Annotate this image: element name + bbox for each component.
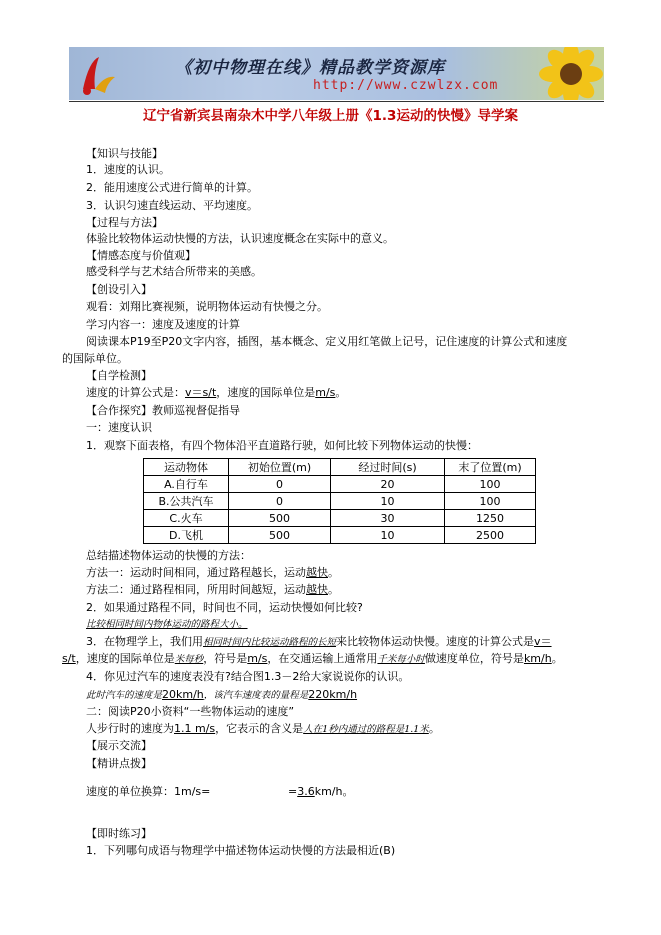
heading-show: 【展示交流】 [86, 739, 152, 752]
table-cell: 100 [445, 476, 536, 493]
summary-text: 总结描述物体运动的快慢的方法： [86, 549, 251, 562]
method-1-text: 方法一：运动时间相同，通过路程越长，运动 [86, 566, 306, 579]
table-header: 运动物体 [144, 459, 229, 476]
heading-lecture: 【精讲点拨】 [86, 757, 152, 770]
cooperate-rest: 教师巡视督促指导 [152, 404, 240, 417]
site-logo-icon [75, 53, 119, 97]
q4-answer-text-1: 此时汽车的速度是 [86, 690, 163, 701]
section-2-line [86, 722, 440, 737]
s2-text-2: ，它表示的含义是 [215, 722, 304, 735]
section-1-title: 一：速度认识 [86, 421, 152, 434]
table-header: 经过时间(s) [331, 459, 445, 476]
self-check-prefix: 速度的计算公式是： [86, 386, 185, 399]
conversion-eq: = [288, 785, 298, 798]
study-read-line-2: 的国际单位。 [62, 352, 128, 365]
conversion-result [288, 785, 353, 799]
speed-table [143, 458, 536, 544]
q3-answer-1: 相同时间内比较运动路程的长短 [203, 637, 337, 648]
speed-formula-answer: v＝s/t [185, 386, 217, 399]
q3-answer-7: km/h [523, 652, 552, 665]
method-1 [86, 566, 339, 580]
process-text: 体验比较物体运动快慢的方法，认识速度概念在实际中的意义。 [86, 232, 394, 245]
heading-process: 【过程与方法】 [86, 216, 163, 229]
q3-answer-6: 千米每小时 [377, 654, 425, 665]
table-header: 初始位置(m) [229, 459, 331, 476]
method-2-end: 。 [328, 583, 339, 596]
q4-answer-range: 220km/h [308, 688, 358, 701]
walking-speed-meaning: 人在1秒内通过的路程是1.1米 [303, 724, 429, 735]
conversion-answer: 3.6 [297, 785, 315, 798]
heading-knowledge: 【知识与技能】 [86, 147, 163, 160]
walking-speed-answer: 1.1 m/s [174, 722, 216, 735]
conversion-unit: km/h。 [314, 785, 354, 798]
q3-text-2: 来比较物体运动快慢。速度的计算公式是 [336, 635, 535, 648]
study-content: 学习内容一：速度及速度的计算 [86, 318, 240, 331]
q3-text-4: ，符号是 [203, 652, 248, 665]
table-row [144, 527, 536, 544]
table-header-row [144, 459, 536, 476]
study-read-line-1: 阅读课本P19至P20文字内容，插图，基本概念、定义用红笔做上记号，记住速度的计算公式和速度 [86, 335, 568, 348]
conversion-lhs: 1m/s= [174, 785, 211, 798]
q3-answer-3: s/t [62, 652, 76, 665]
table-cell: D.飞机 [144, 527, 229, 544]
cooperate-line [86, 404, 240, 418]
table-row [144, 476, 536, 493]
table-cell: 2500 [445, 527, 536, 544]
q3-text-6: 做速度单位，符号是 [424, 652, 524, 665]
header-rule [69, 101, 604, 102]
self-check-suffix: 。 [335, 386, 347, 399]
heading-practice: 【即时练习】 [86, 827, 152, 840]
table-cell: 30 [331, 510, 445, 527]
s2-text-3: 。 [428, 722, 440, 735]
header-banner [69, 47, 604, 100]
method-2-text: 方法二：通过路程相同，所用时间越短，运动 [86, 583, 306, 596]
question-3-line-1 [86, 635, 552, 650]
knowledge-item-1: 1．速度的认识。 [86, 163, 170, 176]
table-cell: 100 [445, 493, 536, 510]
banner-url[interactable]: http://www.czwlzx.com [313, 78, 499, 93]
method-1-end: 。 [328, 566, 339, 579]
table-cell: 500 [229, 527, 331, 544]
heading-cooperate: 【合作探究】 [86, 404, 152, 417]
table-cell: B.公共汽车 [144, 493, 229, 510]
conversion-prefix: 速度的单位换算： [86, 785, 174, 798]
table-row [144, 493, 536, 510]
q4-answer-speed: 20km/h [162, 688, 204, 701]
q3-text-7: 。 [551, 652, 563, 665]
table-header: 末了位置(m) [445, 459, 536, 476]
sunflower-icon [531, 47, 604, 100]
question-3-line-2 [62, 652, 563, 667]
question-1: 1．观察下面表格，有四个物体沿平直道路行驶，如何比较下列物体运动的快慢： [86, 439, 478, 452]
conversion-line [86, 785, 210, 799]
method-1-answer: 越快 [306, 566, 328, 579]
question-2-answer: 比较相同时间内物体运动的路程大小。 [86, 619, 248, 630]
knowledge-item-3: 3．认识匀速直线运动、平均速度。 [86, 199, 258, 212]
table-cell: 1250 [445, 510, 536, 527]
method-2-answer: 越快 [306, 583, 328, 596]
table-cell: C.火车 [144, 510, 229, 527]
section-2-title: 二：阅读P20小资料“一些物体运动的速度” [86, 705, 295, 718]
q3-text-5: ，在交通运输上通常用 [267, 652, 378, 665]
table-cell: 0 [229, 476, 331, 493]
heading-self-check: 【自学检测】 [86, 369, 152, 382]
question-4-answer [86, 688, 357, 703]
table-cell: 500 [229, 510, 331, 527]
table-cell: 10 [331, 527, 445, 544]
self-check-line [86, 386, 346, 400]
attitude-text: 感受科学与艺术结合所带来的美感。 [86, 265, 262, 278]
practice-question-1: 1．下列哪句成语与物理学中描述物体运动快慢的方法最相近(B) [86, 844, 396, 857]
q3-answer-5: m/s [247, 652, 268, 665]
speed-unit-answer: m/s [315, 386, 336, 399]
table-row [144, 510, 536, 527]
table-cell: 0 [229, 493, 331, 510]
q3-answer-2: v＝ [534, 635, 552, 648]
heading-attitude: 【情感态度与价值观】 [86, 249, 196, 262]
heading-intro: 【创设引入】 [86, 283, 152, 296]
table-cell: 20 [331, 476, 445, 493]
q3-answer-4: 米每秒 [174, 654, 204, 665]
page-title: 辽宁省新宾县南杂木中学八年级上册《1.3运动的快慢》导学案 [143, 108, 518, 124]
q3-text-3: ，速度的国际单位是 [75, 652, 175, 665]
q4-answer-text-2: ，该汽车速度表的量程是 [203, 690, 309, 701]
table-cell: 10 [331, 493, 445, 510]
question-4: 4．你见过汽车的速度表没有?结合图1.3－2给大家说说你的认识。 [86, 670, 410, 683]
table-cell: A.自行车 [144, 476, 229, 493]
q3-text-1: 3．在物理学上，我们用 [86, 635, 203, 648]
self-check-middle: ，速度的国际单位是 [216, 386, 316, 399]
question-2: 2．如果通过路程不同，时间也不同，运动快慢如何比较? [86, 601, 363, 614]
banner-title: 《初中物理在线》精品教学资源库 [175, 58, 445, 78]
s2-text-1: 人步行时的速度为 [86, 722, 174, 735]
intro-text: 观看：刘翔比赛视频，说明物体运动有快慢之分。 [86, 300, 328, 313]
method-2 [86, 583, 339, 597]
knowledge-item-2: 2．能用速度公式进行简单的计算。 [86, 181, 258, 194]
